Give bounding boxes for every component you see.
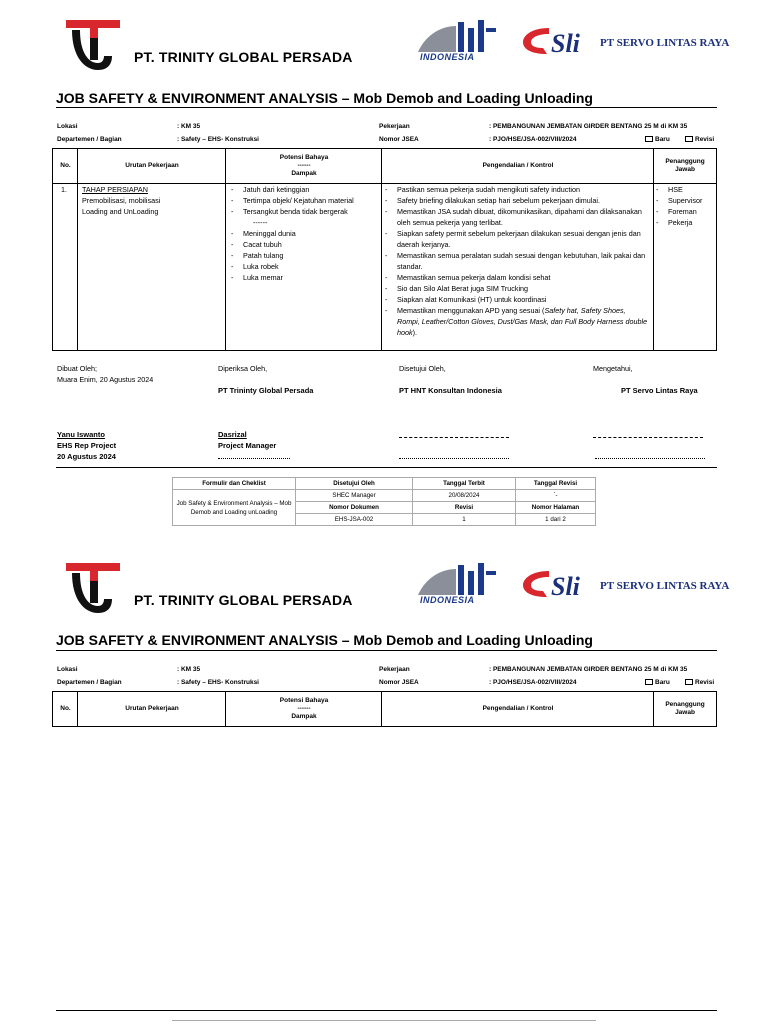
footer-header: Revisi (413, 502, 516, 514)
kontrol-item: - Siapkan safety permit sebelum pekerjaan dilakukan sesuai dengan jenis dan daerah kerjanya. (383, 228, 649, 250)
title-divider (56, 107, 717, 108)
checkbox-revisi[interactable] (685, 136, 714, 143)
lokasi-value: : KM 35 (177, 666, 201, 673)
pekerjaan-label: Pekerjaan (379, 666, 410, 673)
row-pengendalian (383, 184, 649, 338)
dept-value: : Safety – EHS- Konstruksi (177, 679, 259, 686)
row-potensi (229, 184, 379, 283)
row-title: TAHAP PERSIAPAN (82, 185, 148, 194)
document-title: JOB SAFETY & ENVIRONMENT ANALYSIS – Mob Demob and Loading Unloading (56, 632, 593, 648)
row-number: 1. (61, 185, 67, 194)
bahaya-item: - Tersangkut benda tidak bergerak (229, 206, 379, 217)
footer-divider (56, 467, 717, 468)
checkbox-baru[interactable] (645, 679, 670, 686)
dampak-item: - Luka robek (229, 261, 379, 272)
table-header-row (53, 149, 716, 184)
lokasi-label: Lokasi (57, 666, 78, 673)
nomor-jsea-value: : PJO/HSE/JSA-002/VIII/2024 (489, 679, 577, 686)
hnt-logo-icon (416, 18, 500, 54)
footer-header: Nomor Dokumen (296, 502, 413, 514)
nomor-jsea-value: : PJO/HSE/JSA-002/VIII/2024 (489, 136, 577, 143)
footer-form-name: Job Safety & Environment Analysis – Mob Demob and Loading unLoading (173, 490, 296, 526)
footer-issue-date: 20/08/2024 (413, 490, 516, 502)
footer-divider (56, 1010, 717, 1011)
org-hnt: PT HNT Konsultan Indonesia (399, 386, 502, 395)
bahaya-item: - Jatuh dari ketinggian (229, 184, 379, 195)
header-urutan: Urutan Pekerjaan (125, 162, 179, 169)
dept-label: Departemen / Bagian (57, 136, 122, 143)
dibuat-label: Dibuat Oleh; (57, 364, 97, 373)
servo-company-name: PT SERVO LINTAS RAYA (600, 37, 730, 49)
penanggung-item: - Supervisor (654, 195, 714, 206)
nomor-jsea-label: Nomor JSEA (379, 679, 419, 686)
footer-header: Tanggal Revisi (516, 478, 596, 490)
checkbox-icon (645, 679, 653, 685)
servo-logo-icon (521, 567, 597, 601)
checkbox-icon (685, 136, 693, 142)
bahaya-separator: ------ (253, 218, 268, 227)
signature-line (399, 437, 509, 438)
header-pengendalian: Pengendalian / Kontrol (482, 705, 554, 712)
header-potensi: Potensi Bahaya ------ Dampak (279, 154, 329, 177)
row-penanggung (654, 184, 714, 228)
jsea-table (52, 691, 717, 727)
footer-header: Disetujui Oleh (296, 478, 413, 490)
pekerjaan-label: Pekerjaan (379, 123, 410, 130)
kontrol-item: - Pastikan semua pekerja sudah mengikuti safety induction (383, 184, 649, 195)
document-title: JOB SAFETY & ENVIRONMENT ANALYSIS – Mob Demob and Loading Unloading (56, 90, 593, 106)
hnt-logo (416, 561, 500, 605)
dept-value: : Safety – EHS- Konstruksi (177, 136, 259, 143)
diperiksa-label: Diperiksa Oleh, (218, 364, 268, 373)
lokasi-value: : KM 35 (177, 123, 201, 130)
kontrol-item-apd: - Memastikan menggunakan APD yang sesuai (Safety hat, Safety Shoes, Rompi, Leather/Cotton Gloves, Dust/Gas Mask, dan Full Body Harness double hook). (383, 305, 649, 338)
checkbox-baru[interactable] (645, 136, 670, 143)
bahaya-item: - Tertimpa objek/ Kejatuhan material (229, 195, 379, 206)
footer-page-no: 1 dari 2 (516, 514, 596, 526)
company-name: PT. TRINITY GLOBAL PERSADA (134, 592, 353, 608)
pekerjaan-value: : PEMBANGUNAN JEMBATAN GIRDER BENTANG 25 M di KM 35 (489, 123, 688, 130)
nomor-jsea-label: Nomor JSEA (379, 136, 419, 143)
header-urutan: Urutan Pekerjaan (125, 705, 179, 712)
title-divider (56, 650, 717, 651)
mengetahui-label: Mengetahui, (593, 364, 633, 373)
svg-text:Sli: Sli (551, 29, 580, 58)
row-desc-1: Premobilisasi, mobilisasi (82, 196, 161, 205)
disetujui-label: Disetujui Oleh, (399, 364, 446, 373)
revisi-label: Revisi (695, 136, 715, 143)
checkbox-revisi[interactable] (685, 679, 714, 686)
header-penanggung: Penanggung Jawab (665, 701, 705, 716)
header-pengendalian: Pengendalian / Kontrol (482, 162, 554, 169)
signature-line (595, 458, 705, 459)
kontrol-item: - Memastikan semua pekerja dalam kondisi sehat (383, 272, 649, 283)
dampak-item: - Luka memar (229, 272, 379, 283)
hnt-logo-text: INDONESIA (420, 52, 475, 62)
header-no: No. (60, 162, 71, 169)
footer-table (172, 477, 596, 526)
kontrol-item: - Memastikan semua peralatan sudah sesuai dengan kebutuhan, laik pakai dan standar. (383, 250, 649, 272)
servo-company-name: PT SERVO LINTAS RAYA (600, 580, 730, 592)
footer-rev-no: 1 (413, 514, 516, 526)
dampak-item: - Cacat tubuh (229, 239, 379, 250)
hnt-logo-icon (416, 561, 500, 597)
penanggung-item: - Foreman (654, 206, 714, 217)
signer-role-1: EHS Rep Project (57, 441, 117, 450)
header-no: No. (60, 705, 71, 712)
signer-role-2: Project Manager (218, 441, 277, 450)
footer-header: Formulir dan Cheklist (173, 478, 296, 490)
signer-name-2: Dasrizal (218, 430, 247, 439)
dampak-item: - Meninggal dunia (229, 228, 379, 239)
lokasi-label: Lokasi (57, 123, 78, 130)
signer-date-1: 20 Agustus 2024 (57, 452, 116, 461)
dampak-item: - Patah tulang (229, 250, 379, 261)
signature-line (399, 458, 509, 459)
hnt-logo (416, 18, 500, 62)
footer-header: Tanggal Terbit (413, 478, 516, 490)
revisi-label: Revisi (695, 679, 715, 686)
footer-approver: SHEC Manager (296, 490, 413, 502)
header-page1 (0, 0, 768, 90)
checkbox-icon (685, 679, 693, 685)
trinity-logo-icon (62, 16, 124, 74)
row-desc-2: Loading and UnLoading (82, 207, 159, 216)
baru-label: Baru (655, 679, 670, 686)
servo-logo-icon (521, 24, 597, 58)
org-trinity: PT Trininty Global Persada (218, 386, 314, 395)
signature-line (218, 458, 290, 459)
company-name: PT. TRINITY GLOBAL PERSADA (134, 49, 353, 65)
penanggung-item: - Pekerja (654, 217, 714, 228)
tempat-tanggal: Muara Enim, 20 Agustus 2024 (57, 375, 154, 384)
org-servo: PT Servo Lintas Raya (621, 386, 698, 395)
baru-label: Baru (655, 136, 670, 143)
svg-text:Sli: Sli (551, 572, 580, 601)
footer-header: Nomor Halaman (516, 502, 596, 514)
checkbox-icon (645, 136, 653, 142)
row-urutan (82, 184, 222, 217)
kontrol-item: - Siapkan alat Komunikasi (HT) untuk koordinasi (383, 294, 649, 305)
dept-label: Departemen / Bagian (57, 679, 122, 686)
signature-line (593, 437, 703, 438)
header-potensi: Potensi Bahaya ------ Dampak (279, 697, 329, 720)
pekerjaan-value: : PEMBANGUNAN JEMBATAN GIRDER BENTANG 25 M di KM 35 (489, 666, 688, 673)
footer-rev-date: `- (516, 490, 596, 502)
kontrol-item: - Memastikan JSA sudah dibuat, dikomunikasikan, dipahami dan dilaksanakan oleh semua pekerja yang terlibat. (383, 206, 649, 228)
footer-doc-no: EHS-JSA-002 (296, 514, 413, 526)
header-page2 (0, 543, 768, 633)
penanggung-item: - HSE (654, 184, 714, 195)
trinity-logo-icon (62, 559, 124, 617)
header-penanggung: Penanggung Jawab (665, 158, 705, 173)
jsea-table (52, 148, 717, 351)
hnt-logo-text: INDONESIA (420, 595, 475, 605)
kontrol-item: - Sio dan Silo Alat Berat juga SIM Trucking (383, 283, 649, 294)
kontrol-item: - Safety briefing dilakukan setiap hari sebelum pekerjaan dimulai. (383, 195, 649, 206)
signer-name-1: Yanu Iswanto (57, 430, 105, 439)
table-row (53, 183, 716, 350)
